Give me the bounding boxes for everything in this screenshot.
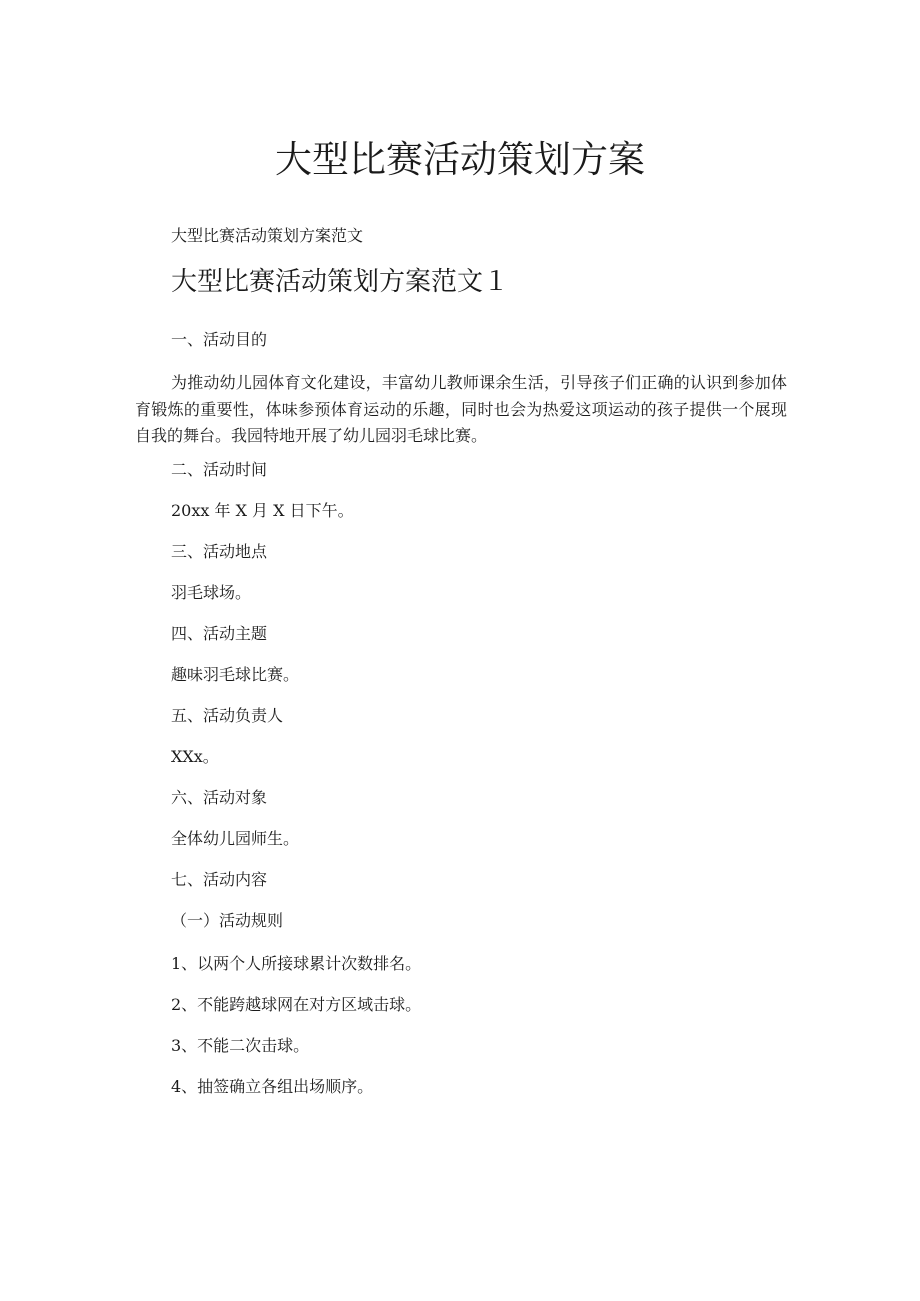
target-text: 全体幼儿园师生。	[171, 829, 300, 848]
time-heading: 二、活动时间	[171, 460, 268, 479]
rules-heading: （一）活动规则	[171, 911, 284, 930]
time-text: 20xx 年 X 月 X 日下午。	[171, 501, 354, 520]
theme-text: 趣味羽毛球比赛。	[171, 665, 300, 684]
target-heading: 六、活动对象	[171, 788, 268, 807]
content-heading: 七、活动内容	[171, 870, 268, 889]
theme-heading: 四、活动主题	[171, 624, 268, 643]
place-heading: 三、活动地点	[171, 542, 268, 561]
purpose-paragraph: 为推动幼儿园体育文化建设，丰富幼儿教师课余生活，引导孩子们正确的认识到参加体育锻炼的重要性，体味参预体育运动的乐趣，同时也会为热爱这项运动的孩子提供一个展现自我的舞台。我园特地开展了幼儿园羽毛球比赛。	[135, 373, 787, 445]
intro-line: 大型比赛活动策划方案范文	[171, 226, 364, 245]
rule-item: 4、抽签确立各组出场顺序。	[171, 1077, 374, 1096]
leader-heading: 五、活动负责人	[171, 706, 284, 725]
leader-text: XXx。	[171, 747, 219, 766]
rule-item: 2、不能跨越球网在对方区域击球。	[171, 995, 422, 1014]
purpose-heading: 一、活动目的	[171, 330, 268, 349]
section-subheading: 大型比赛活动策划方案范文１	[171, 267, 510, 297]
place-text: 羽毛球场。	[171, 583, 252, 602]
rule-item: 3、不能二次击球。	[171, 1036, 310, 1055]
rule-item: 1、以两个人所接球累计次数排名。	[171, 954, 422, 973]
document-title: 大型比赛活动策划方案	[275, 138, 645, 181]
